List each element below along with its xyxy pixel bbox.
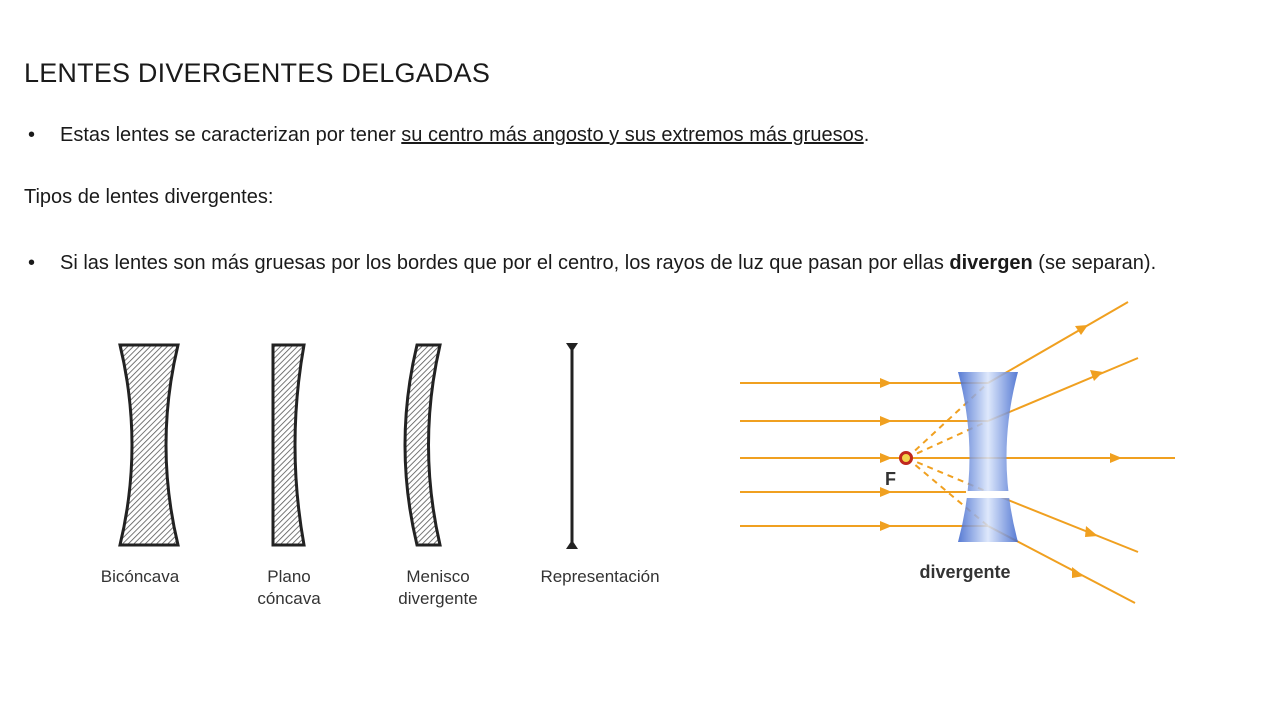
label-plano-line2: cóncava xyxy=(257,589,321,608)
focal-point-label: F xyxy=(885,469,896,489)
page-title: LENTES DIVERGENTES DELGADAS xyxy=(24,58,491,88)
label-menisco-line1: Menisco xyxy=(406,567,470,586)
biconcave-lens-shape xyxy=(120,345,178,545)
refracted-rays xyxy=(988,302,1175,603)
bullet-text-after: (se separan). xyxy=(1032,252,1157,274)
lens-types-heading: Tipos de lentes divergentes: xyxy=(24,186,274,208)
lens-representation-symbol xyxy=(566,343,578,549)
label-representation: Representación xyxy=(540,567,660,586)
bullet-text-underlined: su centro más angosto y sus extremos más gruesos xyxy=(401,124,864,146)
lens-highlight xyxy=(966,491,1010,498)
divergent-ray-diagram xyxy=(730,290,1200,620)
bullet-dot: • xyxy=(28,124,36,146)
ray-diagram-caption: divergente xyxy=(919,562,1011,582)
bullet-text-before: Si las lentes son más gruesas por los bordes que por el centro, los rayos de luz que pasan por ellas xyxy=(60,252,950,274)
label-biconcave: Bicóncava xyxy=(100,567,180,586)
bullet-text xyxy=(60,122,1224,149)
focal-point-marker xyxy=(901,453,912,464)
lens-types-figure xyxy=(70,330,690,620)
label-menisco-line2: divergente xyxy=(398,589,478,608)
incident-ray-arrows xyxy=(880,378,892,531)
incident-rays xyxy=(740,383,988,526)
bullet-text-before: Estas lentes se caracterizan por tener xyxy=(60,124,402,146)
bullet-text-after: . xyxy=(863,124,870,146)
label-plano-line1: Plano xyxy=(267,567,311,586)
plano-concave-lens-shape xyxy=(273,345,304,545)
bullet-dot: • xyxy=(28,252,36,274)
meniscus-lens-shape xyxy=(405,345,440,545)
bullet-text xyxy=(60,250,1224,277)
refracted-ray-arrows xyxy=(1072,325,1122,578)
bullet-text-bold: divergen xyxy=(949,252,1033,274)
